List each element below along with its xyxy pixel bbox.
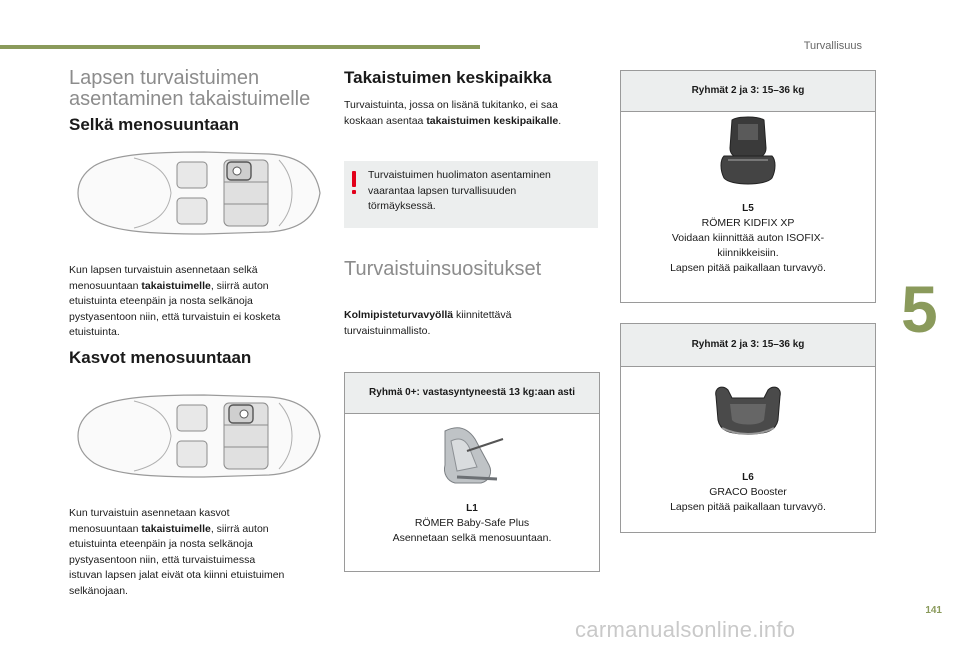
seat-note: Voidaan kiinnittää auton ISOFIX-	[671, 232, 825, 244]
warning-box	[344, 161, 598, 228]
text-line-span: etuistuinta eteenpäin ja nosta selkänoja	[69, 295, 253, 308]
seat-card-l6	[620, 323, 876, 533]
seat-code: L1	[466, 503, 478, 514]
text-line	[69, 553, 324, 569]
text-line-span: kiinnitettävä	[453, 309, 512, 321]
text-line-span: istuvan lapsen jalat eivät ota kiinni etuistuimen	[69, 569, 285, 582]
seat-note: Lapsen pitää paikallaan turvavyö.	[670, 262, 826, 274]
forward-facing-heading: Kasvot menosuuntaan	[69, 348, 252, 367]
seat-note: Asennetaan selkä menosuuntaan.	[392, 532, 552, 544]
text-line-bold: Kolmipisteturvavyöllä	[344, 309, 454, 321]
text-line	[344, 98, 604, 114]
seat-card-body	[345, 501, 599, 546]
rear-facing-text	[69, 263, 319, 341]
text-line-span: menosuuntaan	[69, 279, 142, 292]
text-line	[69, 568, 324, 584]
booster-cushion-image	[708, 382, 788, 437]
seat-card-l5	[620, 70, 876, 303]
text-line-span: Turvaistuinta, jossa on lisänä tukitanko, ei saa	[344, 99, 558, 111]
page-title-line: asentaminen takaistuimelle	[69, 88, 311, 110]
text-line-span: , siirrä auton	[210, 279, 269, 292]
watermark: carmanualsonline.info	[575, 617, 796, 642]
text-line	[69, 294, 319, 310]
seat-card-header: Ryhmät 2 ja 3: 15–36 kg	[621, 324, 875, 367]
seat-card-header: Ryhmät 2 ja 3: 15–36 kg	[621, 71, 875, 112]
text-line-span: selkänojaan.	[69, 584, 128, 597]
warning-exclamation-icon	[351, 171, 357, 195]
text-line-span: menosuuntaan	[69, 522, 142, 535]
text-line	[69, 263, 319, 279]
forward-facing-text	[69, 506, 324, 600]
warning-line: vaarantaa lapsen turvallisuuden	[368, 184, 517, 197]
seat-name: RÖMER KIDFIX XP	[701, 217, 795, 229]
text-line	[69, 537, 324, 553]
page-number: 141	[925, 605, 942, 616]
text-line	[69, 506, 324, 522]
text-line	[344, 324, 604, 340]
seat-note: Lapsen pitää paikallaan turvavyö.	[670, 501, 826, 513]
car-diagram-forward-facing	[74, 389, 324, 483]
recommendations-heading: Turvaistuinsuositukset	[344, 258, 542, 280]
text-line-span: etuistuinta eteenpäin ja nosta selkänoja	[69, 538, 253, 551]
text-line-span: Kun turvaistuin asennetaan kasvot	[69, 507, 230, 519]
seat-card-header: Ryhmä 0+: vastasyntyneestä 13 kg:aan asti	[345, 373, 599, 414]
seat-name: RÖMER Baby-Safe Plus	[414, 517, 530, 529]
booster-seat-highback-image	[718, 116, 778, 191]
text-line-span: turvaistuinmallisto.	[344, 324, 431, 337]
seat-card-body	[621, 470, 875, 515]
middle-seat-text	[344, 98, 604, 129]
text-line-span: etuistuinta.	[69, 326, 120, 339]
page-title	[69, 68, 310, 110]
text-line-bold: takaistuimelle	[141, 279, 211, 292]
text-line-span: pystyasentoon niin, että turvaistuin ei kosketa	[69, 310, 281, 323]
seat-card-body	[621, 201, 875, 276]
rear-facing-heading: Selkä menosuuntaan	[69, 115, 240, 134]
chapter-color-bar	[0, 45, 480, 49]
car-diagram-rear-facing	[74, 146, 324, 240]
warning-text	[368, 168, 588, 215]
seat-code: L5	[742, 203, 754, 214]
text-line	[69, 325, 319, 341]
seat-note: kiinnikkeisiin.	[717, 247, 779, 259]
baby-seat-image	[437, 421, 507, 489]
chapter-number: 5	[901, 272, 938, 346]
seat-card-l1	[344, 372, 600, 572]
text-line-span: .	[558, 114, 562, 127]
text-line	[69, 310, 319, 326]
text-line-span: pystyasentoon niin, että turvaistuimessa	[69, 553, 256, 566]
seat-code: L6	[742, 472, 754, 483]
chapter-tab	[893, 271, 960, 368]
text-line	[69, 584, 324, 600]
seat-name: GRACO Booster	[709, 486, 787, 498]
text-line	[344, 308, 604, 324]
text-line-span: , siirrä auton	[210, 522, 269, 535]
text-line	[344, 114, 604, 130]
warning-line: törmäyksessä.	[368, 200, 436, 213]
warning-line: Turvaistuimen huolimaton asentaminen	[368, 169, 551, 181]
text-line-bold: takaistuimen keskipaikalle	[426, 114, 559, 127]
text-line	[69, 279, 319, 295]
middle-seat-heading: Takaistuimen keskipaikka	[344, 68, 552, 87]
text-line	[69, 522, 324, 538]
recommendations-text	[344, 308, 604, 339]
page-title-line: Lapsen turvaistuimen	[69, 67, 260, 89]
chapter-label: Turvallisuus	[803, 40, 862, 52]
text-line-span: koskaan asentaa	[344, 114, 427, 127]
text-line-bold: takaistuimelle	[141, 522, 211, 535]
text-line-span: Kun lapsen turvaistuin asennetaan selkä	[69, 264, 258, 276]
